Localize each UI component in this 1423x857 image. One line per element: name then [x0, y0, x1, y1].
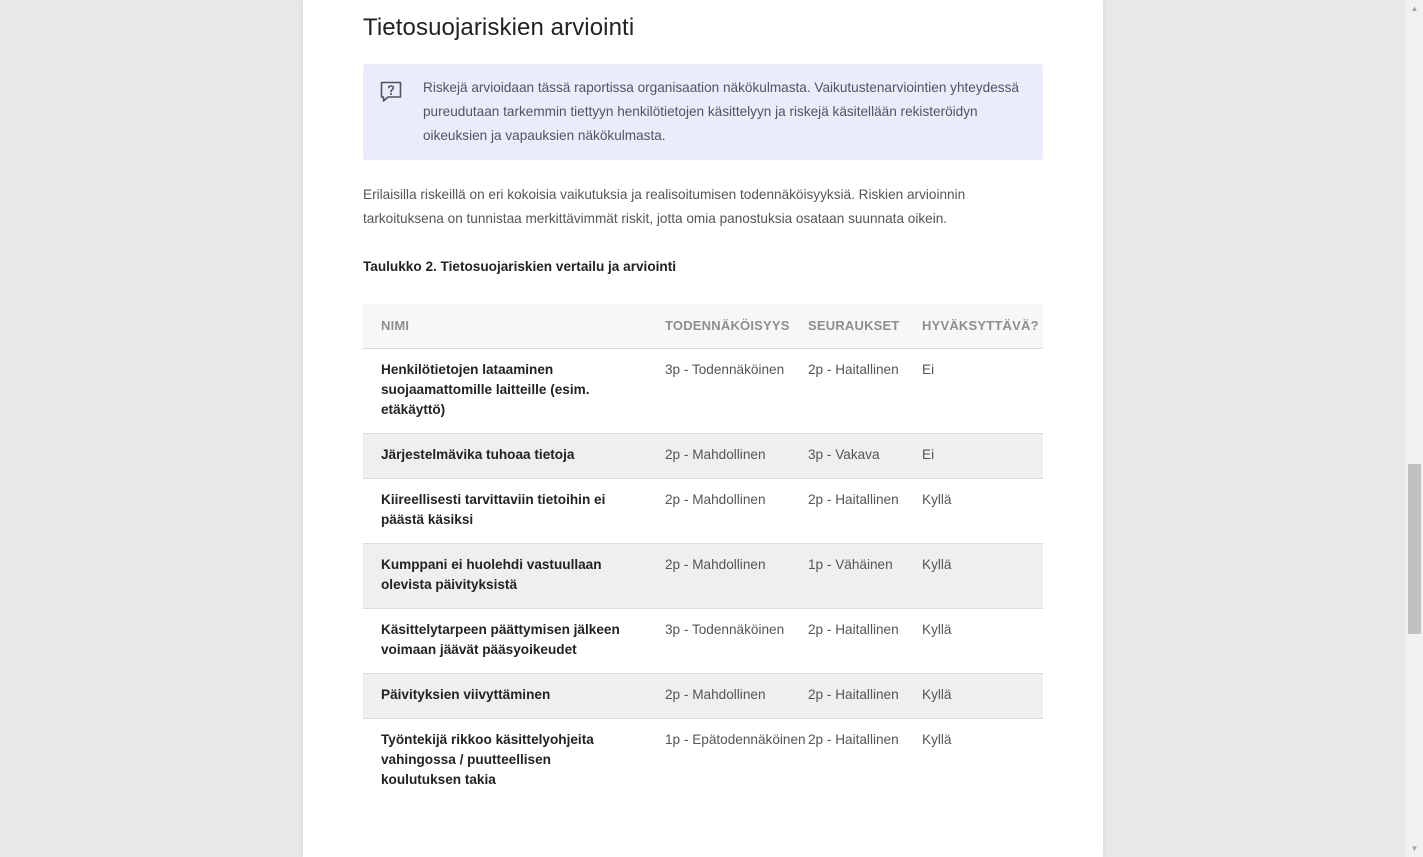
vertical-scrollbar[interactable] [1406, 0, 1423, 857]
table-row [363, 349, 1043, 434]
scroll-up-arrow-icon[interactable]: ▲ [1410, 4, 1419, 13]
risk-acceptable: Kyllä [913, 479, 1043, 544]
report-page [303, 0, 1103, 857]
risk-probability: 2p - Mahdollinen [647, 434, 806, 479]
table-row [363, 434, 1043, 479]
section-title: Tietosuojariskien arviointi [363, 14, 635, 41]
risk-name: Henkilötietojen lataaminen suojaamattomille laitteille (esim. etäkäyttö) [363, 349, 647, 434]
column-header-probability: TODENNÄKÖISYYS [647, 304, 806, 349]
info-box-text: Riskejä arvioidaan tässä raportissa organisaation näkökulmasta. Vaikutustenarviointien yhteydessä pureudutaan tarkemmin tiettyyn henkilötietojen käsittelyyn ja riskejä käsitellään rekisteröidyn oikeuksien ja vapauksien näkökulmasta. [423, 80, 1019, 143]
risk-consequence: 3p - Vakava [806, 434, 913, 479]
scroll-down-arrow-icon[interactable]: ▼ [1410, 844, 1419, 853]
risk-name: Työntekijä rikkoo käsittelyohjeita vahingossa / puutteellisen koulutuksen takia [381, 732, 594, 787]
risk-probability: 2p - Mahdollinen [647, 674, 806, 719]
risk-name: Kumppani ei huolehdi vastuullaan olevista päivityksistä [363, 544, 647, 609]
table-row [363, 719, 1043, 804]
risk-name: Käsittelytarpeen päättymisen jälkeen voimaan jäävät pääsyoikeudet [363, 609, 647, 674]
column-header-name: NIMI [363, 304, 647, 349]
risk-consequence: 2p - Haitallinen [806, 609, 913, 674]
table-caption: Taulukko 2. Tietosuojariskien vertailu ja arviointi [363, 259, 677, 274]
risk-probability: 2p - Mahdollinen [647, 544, 806, 609]
risk-acceptable: Ei [913, 349, 1043, 434]
info-box [363, 64, 1043, 160]
intro-paragraph: Erilaisilla riskeillä on eri kokoisia vaikutuksia ja realisoitumisen todennäköisyyksiä. Riskien arvioinnin tarkoituksena on tunnistaa merkittävimmät riskit, jotta omia panostuksia osataan suunnata oikein. [363, 187, 966, 226]
risk-name: Järjestelmävika tuhoaa tietoja [363, 434, 647, 479]
risk-consequence: 2p - Haitallinen [806, 674, 913, 719]
risk-acceptable: Ei [913, 434, 1043, 479]
risk-acceptable: Kyllä [913, 674, 1043, 719]
column-header-acceptable: HYVÄKSYTTÄVÄ? [913, 304, 1043, 349]
risk-consequence: 2p - Haitallinen [806, 479, 913, 544]
risk-acceptable: Kyllä [922, 732, 952, 747]
question-bubble-icon [379, 80, 403, 104]
column-header-consequence: SEURAUKSET [806, 304, 913, 349]
risk-acceptable: Kyllä [913, 544, 1043, 609]
table-row [363, 544, 1043, 609]
risk-table [363, 304, 1043, 803]
risk-consequence: 1p - Vähäinen [806, 544, 913, 609]
risk-acceptable: Kyllä [913, 609, 1043, 674]
risk-consequence: 2p - Haitallinen [806, 349, 913, 434]
risk-probability: 3p - Todennäköinen [647, 349, 806, 434]
risk-probability: 3p - Todennäköinen [647, 609, 806, 674]
table-header-row [363, 304, 1043, 349]
risk-probability: 1p - Epätodennäköinen [665, 732, 806, 747]
risk-consequence: 2p - Haitallinen [808, 732, 899, 747]
risk-name: Päivityksien viivyttäminen [363, 674, 647, 719]
table-row [363, 479, 1043, 544]
table-row [363, 609, 1043, 674]
table-row [363, 674, 1043, 719]
risk-name: Kiireellisesti tarvittaviin tietoihin ei päästä käsiksi [363, 479, 647, 544]
risk-probability: 2p - Mahdollinen [647, 479, 806, 544]
scrollbar-thumb[interactable] [1408, 464, 1421, 634]
